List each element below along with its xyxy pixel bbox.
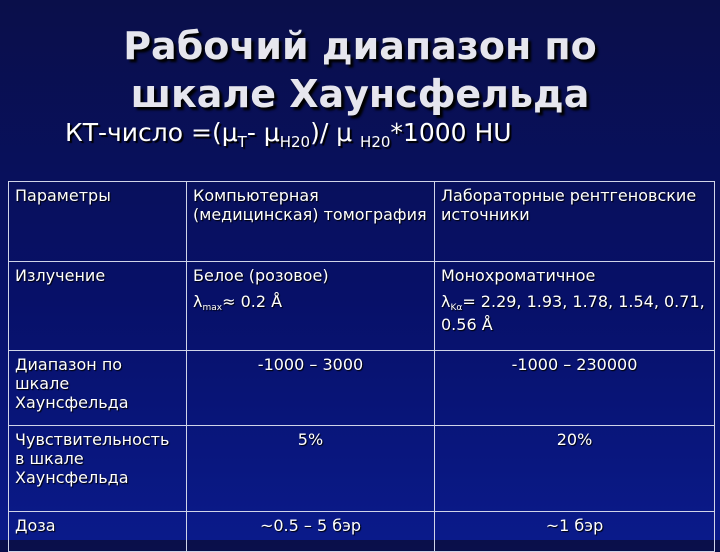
lambda-sub-max: max: [202, 303, 223, 313]
sensitivity-ct: 5%: [187, 426, 435, 512]
radiation-ct: [187, 262, 435, 351]
formula-mid: - μ: [246, 118, 280, 147]
lambda-lab-value: = 2.29, 1.93, 1.78, 1.54, 0.71, 0.56 Å: [441, 292, 705, 334]
dose-lab: ~1 бэр: [435, 512, 715, 552]
range-lab: -1000 – 230000: [435, 351, 715, 426]
lambda-ct-value: ≈ 0.2 Å: [222, 292, 283, 311]
formula-sub-t: Т: [237, 133, 247, 151]
slide-title: [0, 22, 720, 118]
header-ct: Компьютерная (медицинская) томография: [187, 182, 435, 262]
row-radiation: [9, 262, 715, 351]
lambda-symbol-lab: λ: [441, 292, 451, 311]
title-line-1: Рабочий диапазон по: [123, 24, 597, 68]
title-line-2: шкале Хаунсфельда: [130, 72, 590, 116]
radiation-ct-line2: [193, 292, 428, 315]
sensitivity-lab: 20%: [435, 426, 715, 512]
table-header-row: [9, 182, 715, 262]
radiation-lab-line1: Монохроматичное: [441, 266, 596, 285]
radiation-lab-line2: [441, 292, 708, 334]
sensitivity-label: Чувствительность в шкале Хаунсфельда: [9, 426, 187, 512]
formula-suffix: *1000 HU: [390, 118, 512, 147]
radiation-ct-line1: Белое (розовое): [193, 266, 329, 285]
range-label: Диапазон по шкале Хаунсфельда: [9, 351, 187, 426]
formula-sub-h2o-2: Н20: [360, 133, 391, 151]
header-lab: Лабораторные рентгеновские источники: [435, 182, 715, 262]
dose-label: Доза: [9, 512, 187, 552]
ct-number-formula: [65, 118, 512, 151]
header-params: Параметры: [9, 182, 187, 262]
comparison-table: [8, 181, 715, 552]
formula-prefix: КТ-число =(μ: [65, 118, 238, 147]
lambda-sub-ka: Kα: [450, 303, 463, 313]
row-range: [9, 351, 715, 426]
dose-ct: ~0.5 – 5 бэр: [187, 512, 435, 552]
row-sensitivity: [9, 426, 715, 512]
row-dose: [9, 512, 715, 552]
formula-after: )/ μ: [310, 118, 361, 147]
radiation-lab: [435, 262, 715, 351]
lambda-symbol: λ: [193, 292, 203, 311]
range-ct: -1000 – 3000: [187, 351, 435, 426]
formula-sub-h2o-1: Н20: [279, 133, 311, 151]
radiation-label: Излучение: [9, 262, 187, 351]
